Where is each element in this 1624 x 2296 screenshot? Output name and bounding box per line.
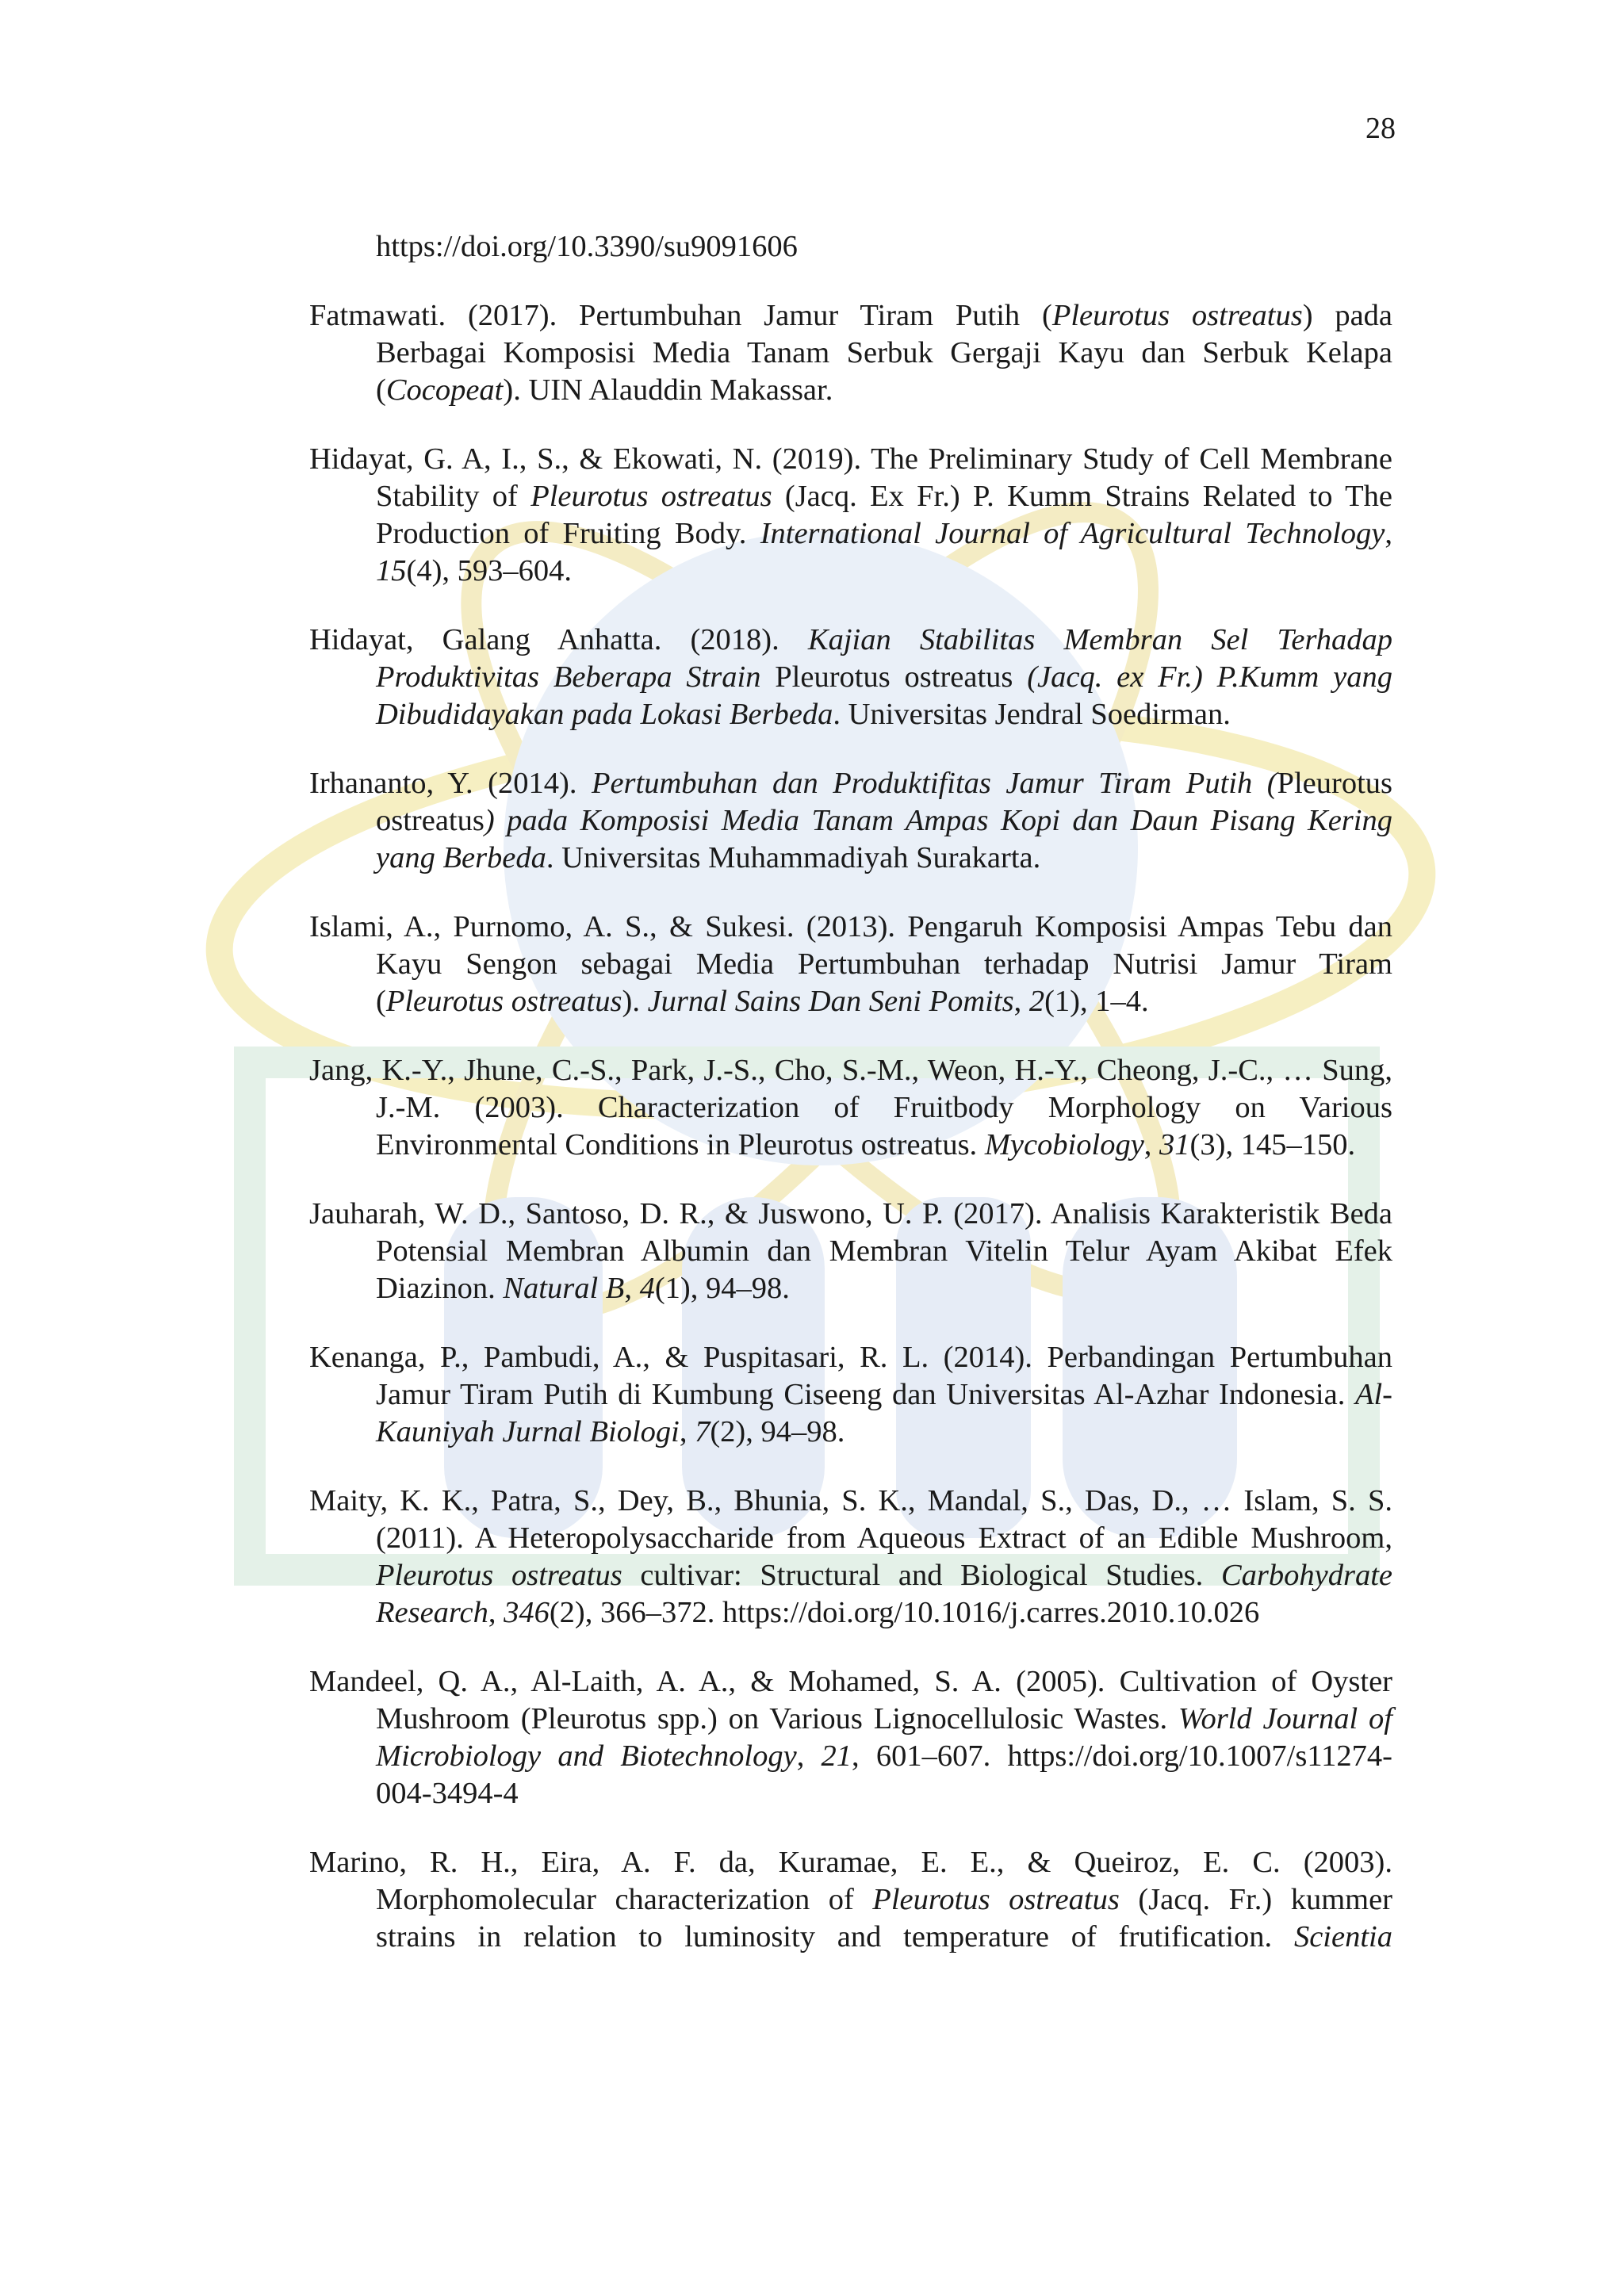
reference-text: (Jacq. Fr.) kummer strains in relation to luminosity and temperature of frutification. [376,1883,1392,1954]
reference-text: (4), 593–604. [406,554,573,587]
reference-entry [309,622,1392,733]
reference-list [309,228,1392,1988]
reference-text: Pleurotus ostreatus [376,767,1392,837]
reference-text: Hidayat, G. A, I., S., & Ekowati, N. (2019). The Preliminary Study of Cell Membrane Stability of [309,442,1392,513]
reference-italic-text: 31 [1159,1128,1190,1161]
reference-text: Pleurotus ostreatus [760,660,1028,694]
reference-text: , [1013,985,1029,1018]
reference-italic-text: (Jacq. ex Fr.) P.Kumm yang Dibudidayakan pada Lokasi Berbeda [376,660,1392,731]
reference-italic-text: Scientia [1293,1920,1392,1954]
reference-text: (3), 145–150. [1189,1128,1356,1161]
reference-italic-text: Pleurotus ostreatus [1051,299,1303,332]
reference-entry [309,297,1392,409]
reference-text: , [624,1272,640,1305]
reference-text: Hidayat, Galang Anhatta. (2018). [309,623,808,656]
reference-entry [309,441,1392,590]
reference-italic-text: Natural B [503,1272,625,1305]
reference-italic-text: Al-Kauniyah Jurnal Biologi [376,1378,1392,1448]
reference-text: Mandeel, Q. A., Al-Laith, A. A., & Mohamed, S. A. (2005). Cultivation of Oyster Mushroom (Pleurotus spp.) on Various Lignocellulosic Wastes. [309,1665,1392,1735]
page-number: 28 [1365,112,1396,145]
reference-entry [309,1196,1392,1307]
reference-italic-text: International Journal of Agricultural Technology [760,517,1385,550]
reference-text: Jang, K.-Y., Jhune, C.-S., Park, J.-S., Cho, S.-M., Weon, H.-Y., Cheong, J.-C., … Sung, J.-M. (2003). Characterization of Fruitbody Morphology on Various Environmental Conditions in Pleurotus ostreatus. [309,1054,1392,1161]
reference-text: . Universitas Jendral Soedirman. [833,698,1231,731]
reference-italic-text: 7 [695,1415,710,1448]
reference-italic-text: Kajian Stabilitas Membran Sel Terhadap Produktivitas Beberapa Strain [376,623,1392,694]
reference-text: ) pada Berbagai Komposisi Media Tanam Serbuk Gergaji Kayu dan Serbuk Kelapa ( [376,299,1392,407]
reference-entry [309,1052,1392,1164]
reference-italic-text: ) pada Komposisi Media Tanam Ampas Kopi dan Daun Pisang Kering yang Berbeda [376,804,1392,874]
reference-italic-text: 346 [504,1596,550,1629]
reference-italic-text: Pleurotus ostreatus [376,1559,622,1592]
reference-italic-text: World Journal of Microbiology and Biotechnology [376,1702,1392,1773]
reference-text: , [1385,517,1392,550]
reference-text: , [1143,1128,1160,1161]
reference-text: (1), 94–98. [654,1272,790,1305]
reference-italic-text: Cocopeat [385,373,504,407]
reference-italic-text: Pleurotus ostreatus [872,1883,1120,1916]
reference-italic-text: Pleurotus ostreatus [385,985,622,1018]
reference-text: ). [622,985,648,1018]
reference-text: Maity, K. K., Patra, S., Dey, B., Bhunia, S. K., Mandal, S., Das, D., … Islam, S. S. (2011). A Heteropolysaccharide from Aqueous Extract of an Edible Mushroom, [309,1484,1392,1555]
reference-text: (Jacq. Ex Fr.) P. Kumm Strains Related to The Production of Fruiting Body. [376,480,1392,550]
reference-italic-text: Mycobiology [984,1128,1144,1161]
reference-italic-text: 15 [376,554,407,587]
reference-entry [309,1483,1392,1632]
reference-italic-text: Jurnal Sains Dan Seni Pomits [647,985,1014,1018]
reference-entry [309,765,1392,877]
reference-entry [309,1339,1392,1451]
reference-text: Irhananto, Y. (2014). [309,767,592,800]
reference-text: , [488,1596,504,1629]
reference-italic-text: 21 [821,1739,852,1773]
reference-text: ). UIN Alauddin Makassar. [503,373,833,407]
reference-text: (1), 1–4. [1044,985,1149,1018]
reference-text: Islami, A., Purnomo, A. S., & Sukesi. (2013). Pengaruh Komposisi Ampas Tebu dan Kayu Sengon sebagai Media Pertumbuhan terhadap Nutrisi Jamur Tiram ( [309,910,1392,1018]
reference-italic-text: Pertumbuhan dan Produktifitas Jamur Tiram Putih ( [591,767,1277,800]
reference-text: Jauharah, W. D., Santoso, D. R., & Juswono, U. P. (2017). Analisis Karakteristik Beda Potensial Membran Albumin dan Membran Vitelin Telur Ayam Akibat Efek Diazinon. [309,1197,1392,1305]
reference-italic-text: Carbohydrate Research [376,1559,1392,1629]
reference-italic-text: 2 [1028,985,1045,1018]
reference-text: , [796,1739,822,1773]
reference-entry [309,1844,1392,1956]
reference-text: Fatmawati. (2017). Pertumbuhan Jamur Tiram Putih ( [309,299,1052,332]
reference-entry [309,1663,1392,1812]
reference-text: Kenanga, P., Pambudi, A., & Puspitasari, R. L. (2014). Perbandingan Pertumbuhan Jamur Tiram Putih di Kumbung Ciseeng dan Universitas Al-Azhar Indonesia. [309,1341,1392,1411]
reference-entry [309,228,1392,266]
reference-italic-text: Pleurotus ostreatus [530,480,772,513]
reference-text: (2), 366–372. https://doi.org/10.1016/j.carres.2010.10.026 [549,1596,1260,1629]
reference-entry [309,909,1392,1020]
reference-text: , 601–607. https://doi.org/10.1007/s11274-004-3494-4 [376,1739,1393,1810]
reference-text: Marino, R. H., Eira, A. F. da, Kuramae, E. E., & Queiroz, E. C. (2003). Morphomolecular characterization of [309,1846,1392,1916]
reference-text: cultivar: Structural and Biological Studies. [622,1559,1221,1592]
reference-text: . Universitas Muhammadiyah Surakarta. [546,841,1041,874]
reference-text: https://doi.org/10.3390/su9091606 [376,230,798,263]
reference-italic-text: 4 [639,1272,655,1305]
reference-text: (2), 94–98. [710,1415,845,1448]
reference-text: , [679,1415,695,1448]
